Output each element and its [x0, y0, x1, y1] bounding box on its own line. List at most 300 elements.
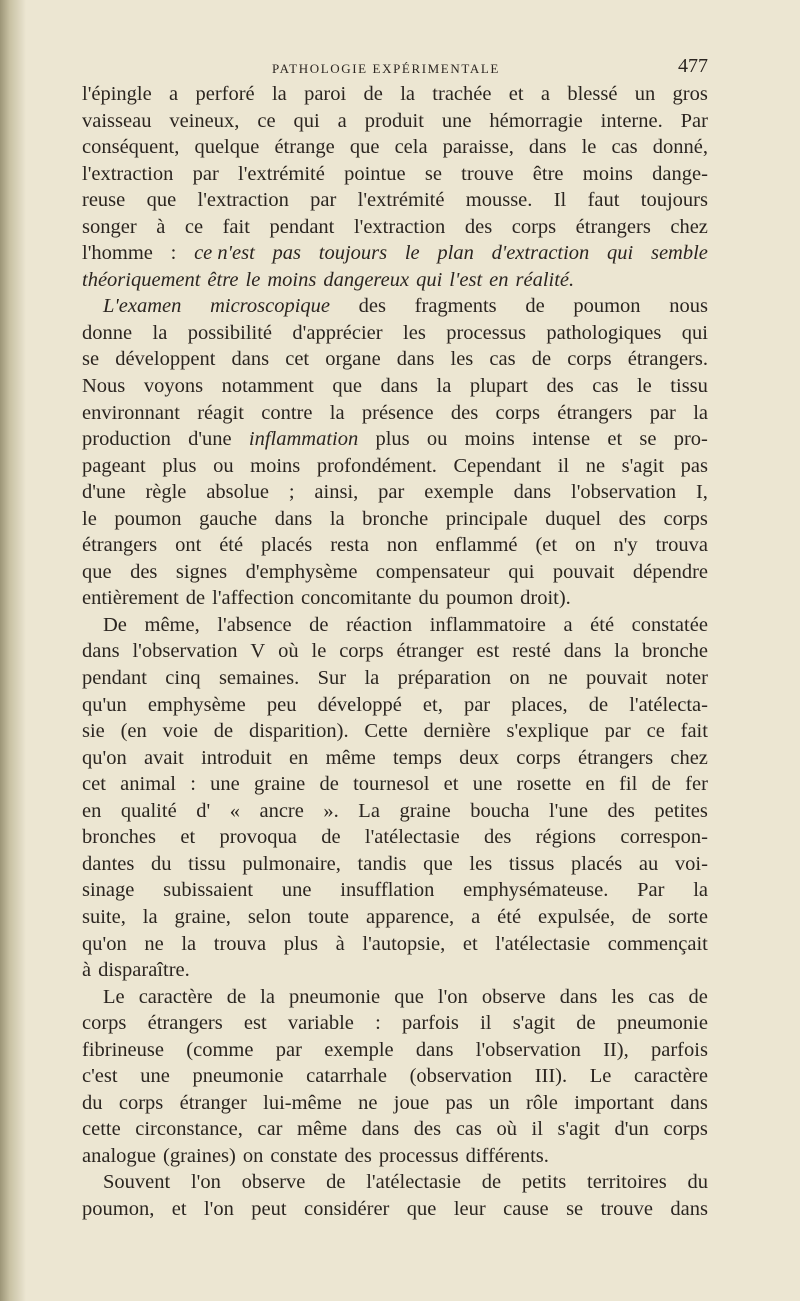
word: pouvait	[585, 667, 648, 690]
word: poumon,	[82, 1197, 155, 1220]
text-line	[82, 692, 708, 719]
text-line	[82, 1090, 708, 1117]
word: où	[278, 640, 299, 663]
word: places,	[511, 693, 568, 716]
word: de	[576, 1012, 596, 1035]
word: I,	[695, 481, 708, 504]
word: caractère	[138, 985, 213, 1008]
word: un	[489, 1091, 510, 1114]
word: étrangers	[575, 215, 651, 238]
word: pro-	[673, 428, 708, 451]
word: dans	[396, 348, 435, 371]
word: le	[82, 507, 97, 530]
text-line	[82, 1196, 708, 1223]
word: dans	[274, 507, 313, 530]
word: ne	[585, 454, 606, 477]
word: corps	[339, 640, 384, 663]
word: corps	[495, 401, 540, 424]
word: ne	[144, 932, 164, 955]
word: interne.	[600, 109, 663, 132]
word: se	[566, 1197, 584, 1220]
word: même,	[144, 613, 200, 636]
word: V	[250, 640, 266, 663]
word: pneumonie	[289, 985, 381, 1008]
word: le	[581, 136, 597, 159]
word: de	[226, 985, 247, 1008]
text-line	[82, 479, 708, 506]
word: être	[532, 162, 564, 185]
word: à	[156, 215, 166, 238]
text-line	[82, 1169, 708, 1196]
running-head	[82, 0, 708, 80]
word: duquel	[545, 507, 602, 530]
word: plus	[162, 454, 197, 477]
word: qui	[607, 242, 634, 265]
word: corps	[82, 1012, 127, 1035]
word: une	[140, 1065, 170, 1088]
word: la	[364, 667, 380, 690]
word: Par	[637, 879, 665, 902]
word: développé	[317, 693, 402, 716]
text-line	[82, 400, 708, 427]
word: veineux,	[169, 109, 240, 132]
text-line	[82, 108, 708, 135]
word: la	[400, 83, 415, 105]
word: en	[82, 799, 102, 822]
word: que	[146, 189, 177, 212]
word: en	[585, 773, 605, 796]
word: on	[509, 667, 530, 690]
text-line	[82, 877, 708, 904]
word: des	[607, 799, 635, 822]
word: introduit	[201, 746, 272, 769]
text-line	[82, 453, 708, 480]
word: et,	[422, 693, 443, 716]
word: De	[103, 613, 127, 636]
body-text	[82, 81, 708, 1223]
word: vaisseau	[82, 109, 152, 132]
word: la	[329, 507, 345, 530]
word: entièrement	[82, 587, 179, 610]
word: compensateur	[375, 560, 490, 583]
word: bronche	[362, 507, 429, 530]
word: pas	[680, 454, 708, 477]
word: petits	[521, 1171, 567, 1194]
word: du	[151, 852, 172, 875]
word: parfois	[401, 1012, 459, 1035]
word: hémorragie	[489, 109, 583, 132]
word: étrange	[274, 136, 335, 159]
text-line	[82, 506, 708, 533]
word: plan	[437, 242, 474, 265]
word: les	[611, 985, 635, 1008]
text-line	[82, 240, 708, 267]
word: par	[649, 401, 676, 424]
word: produit	[364, 109, 424, 132]
word: la	[614, 640, 630, 663]
text-line	[82, 771, 708, 798]
word: notamment	[221, 375, 314, 398]
word: qui	[416, 268, 443, 291]
word: été	[590, 613, 615, 636]
word: ont	[175, 534, 202, 557]
word: considérer	[304, 1197, 390, 1220]
word: tissus	[508, 852, 555, 875]
word: reuse	[82, 189, 126, 212]
word: l'extraction	[197, 189, 289, 212]
word: tournesol	[353, 773, 430, 796]
word: que	[406, 1197, 437, 1220]
word: de	[213, 720, 234, 743]
word: l'on	[190, 1171, 221, 1194]
word: paroi	[304, 83, 347, 105]
word: la	[260, 985, 275, 1008]
word: le	[245, 268, 261, 291]
word: se	[82, 348, 100, 371]
word: le	[311, 640, 327, 663]
word: des	[344, 1144, 372, 1167]
word: catarrhale	[306, 1065, 387, 1088]
word: pendant	[82, 667, 147, 690]
word: variable	[287, 1012, 354, 1035]
word: cinq	[165, 667, 201, 690]
word: lui-même	[263, 1091, 342, 1114]
word: régions	[535, 826, 597, 849]
word: du	[687, 1171, 708, 1194]
word: d'	[196, 799, 211, 822]
word: Le	[589, 1065, 612, 1088]
word: ce	[257, 109, 276, 132]
text-line	[82, 1010, 708, 1037]
word: la	[436, 375, 452, 398]
word: donné,	[652, 136, 708, 159]
word: réagit	[197, 401, 244, 424]
word: n'y	[613, 534, 638, 557]
word: contre	[261, 401, 313, 424]
text-line	[82, 161, 708, 188]
word: trouva	[655, 534, 708, 557]
word: processus	[446, 321, 526, 344]
word: ancre	[259, 799, 304, 822]
word: que	[394, 985, 424, 1008]
word: toujours	[640, 189, 708, 212]
word: (et	[535, 534, 558, 557]
text-line	[82, 373, 708, 400]
word: principale	[445, 507, 528, 530]
word: Le	[103, 985, 125, 1008]
word: caractère	[634, 1065, 708, 1088]
word: nous	[669, 295, 708, 318]
word: il	[557, 454, 570, 477]
word: fil	[619, 773, 638, 796]
word: cause	[503, 1197, 549, 1220]
word: :	[375, 1012, 381, 1035]
word: provoqua	[219, 826, 297, 849]
word: semble	[650, 242, 708, 265]
word: de	[651, 773, 671, 796]
word: pointue	[344, 162, 406, 185]
text-line	[82, 984, 708, 1011]
word: trouve	[600, 1197, 653, 1220]
word: (comme	[186, 1038, 254, 1061]
word: de	[326, 1171, 346, 1194]
word: II),	[603, 1038, 629, 1061]
word: et	[607, 428, 623, 451]
word: et	[180, 826, 196, 849]
word: dans	[380, 375, 419, 398]
word: pas	[272, 242, 302, 265]
text-line	[82, 745, 708, 772]
word: a	[169, 83, 179, 105]
word: concomitante	[301, 587, 412, 610]
word: que	[82, 560, 112, 583]
word: noter	[665, 667, 708, 690]
word: par	[275, 1038, 302, 1061]
word: exemple	[424, 481, 494, 504]
text-line	[82, 346, 708, 373]
word: dangereux	[323, 268, 410, 291]
word: blessé	[567, 83, 618, 105]
word: que	[349, 136, 380, 159]
word: bronches	[82, 826, 157, 849]
word: dans	[231, 348, 270, 371]
page-number: 477	[678, 55, 708, 77]
word: pathologiques	[546, 321, 662, 344]
word: insufflation	[340, 879, 435, 902]
word: trouve	[461, 162, 514, 185]
word: moins	[464, 428, 515, 451]
word: inflammation	[248, 428, 359, 451]
word: s'agit	[621, 454, 665, 477]
word: des	[546, 375, 574, 398]
word: dans	[670, 1091, 708, 1114]
word: l'absence	[217, 613, 292, 636]
word: dans	[513, 481, 552, 504]
word: plupart	[469, 375, 528, 398]
word: à	[82, 959, 92, 982]
word: possibilité	[187, 321, 273, 344]
text-line	[82, 134, 708, 161]
word: qui	[293, 109, 320, 132]
word: absolue	[206, 481, 269, 504]
word: dans	[82, 640, 120, 663]
word: resté	[512, 640, 551, 663]
word: qu'on	[82, 932, 127, 955]
word: des	[358, 295, 386, 318]
word: la	[181, 932, 197, 955]
word: étranger	[179, 1091, 247, 1114]
word: règle	[145, 481, 187, 504]
word: où	[496, 1118, 517, 1141]
word: constate	[270, 1144, 338, 1167]
word: gros	[672, 83, 708, 105]
word: joue	[393, 1091, 430, 1114]
word: a	[337, 109, 347, 132]
text-line	[82, 320, 708, 347]
word: l'homme	[82, 242, 153, 265]
word: l'épingle	[82, 83, 152, 105]
word: par	[192, 162, 219, 185]
word: l'extrémité	[238, 162, 325, 185]
word: boucha	[470, 799, 530, 822]
word: dernière	[423, 720, 491, 743]
word: l'on	[203, 1197, 234, 1220]
word: de	[688, 985, 708, 1008]
word: les	[450, 348, 474, 371]
word: analogue	[82, 1144, 156, 1167]
word: Cependant	[453, 454, 542, 477]
word: sie	[82, 720, 105, 743]
word: l'atélectasie	[364, 826, 460, 849]
word: parfois	[651, 1038, 708, 1061]
word: ou	[426, 428, 448, 451]
word: de	[531, 348, 552, 371]
word: par	[463, 693, 491, 716]
word: pulmonaire,	[242, 852, 341, 875]
word: ainsi,	[314, 481, 359, 504]
word: enflammé	[435, 534, 518, 557]
word: poumon	[114, 507, 182, 530]
word: dans	[563, 640, 602, 663]
word: des	[413, 1118, 442, 1141]
word: paraisse,	[442, 136, 514, 159]
word: ne	[358, 1091, 378, 1114]
word: voyons	[143, 375, 204, 398]
word: de	[481, 1171, 502, 1194]
text-line	[82, 559, 708, 586]
word: dans	[361, 1118, 400, 1141]
text-line	[82, 81, 708, 108]
word: la	[329, 401, 345, 424]
word: se	[424, 162, 442, 185]
word: les	[403, 321, 426, 344]
word: des	[450, 401, 479, 424]
word: l'observation	[132, 640, 238, 663]
word: toujours	[318, 242, 388, 265]
word: pendant	[269, 215, 335, 238]
text-line	[82, 718, 708, 745]
word: toute	[308, 905, 350, 928]
word: signes	[175, 560, 228, 583]
word: et	[171, 1197, 187, 1220]
word: songer	[82, 215, 137, 238]
word: ou	[213, 454, 234, 477]
word: est	[476, 640, 500, 663]
word: a	[563, 613, 573, 636]
word: graine	[254, 773, 306, 796]
word: dans	[415, 1038, 454, 1061]
word: sinage	[82, 879, 135, 902]
word: corps	[118, 1091, 164, 1114]
word: l'observation	[571, 481, 677, 504]
word: suite,	[82, 905, 126, 928]
word: rosette	[516, 773, 572, 796]
word: cas	[611, 136, 638, 159]
word: corps	[663, 1118, 708, 1141]
text-line	[82, 1143, 708, 1170]
word: cela	[394, 136, 428, 159]
word: la	[142, 905, 158, 928]
word: été	[497, 905, 522, 928]
word: l'on	[437, 985, 468, 1008]
word: leur	[453, 1197, 486, 1220]
word: même	[325, 746, 376, 769]
word: bronche	[641, 640, 708, 663]
word: d'apprécier	[292, 321, 383, 344]
word: ce	[646, 720, 665, 743]
word: de	[525, 295, 545, 318]
word: étrangers	[82, 534, 158, 557]
word: fait	[222, 215, 250, 238]
word: poumon	[573, 295, 641, 318]
word: des	[464, 215, 493, 238]
word: poumon	[445, 587, 514, 610]
word: rôle	[525, 1091, 558, 1114]
word: a	[540, 83, 550, 105]
text-line	[82, 851, 708, 878]
word: trachée	[432, 83, 492, 105]
word: tissu	[188, 852, 226, 875]
word: développent	[115, 348, 216, 371]
word: moins	[250, 454, 301, 477]
word: étrangers.	[627, 348, 708, 371]
word: mousse.	[465, 189, 533, 212]
word: non	[386, 534, 418, 557]
word: l'extraction	[82, 162, 174, 185]
word: perforé	[195, 83, 255, 105]
word: le	[404, 242, 420, 265]
word: graine,	[174, 905, 231, 928]
word: se	[639, 428, 657, 451]
word: placés	[261, 534, 313, 557]
word: corps	[516, 746, 561, 769]
word: différents.	[465, 1144, 549, 1167]
word: dantes	[82, 852, 135, 875]
word: dans	[559, 985, 598, 1008]
word: étrangers	[147, 1012, 223, 1035]
word: on	[575, 534, 596, 557]
word: sorte	[668, 905, 708, 928]
word: pas	[445, 1091, 473, 1114]
word: processus	[378, 1144, 459, 1167]
word: L'examen	[103, 295, 182, 318]
word: de	[363, 83, 383, 105]
text-line	[82, 957, 708, 984]
word: tandis	[357, 852, 407, 875]
text-line	[82, 214, 708, 241]
text-line	[82, 426, 708, 453]
word: donne	[82, 321, 133, 344]
text-line	[82, 1037, 708, 1064]
word: des	[618, 507, 646, 530]
word: une	[210, 773, 240, 796]
word: l'extrémité	[357, 189, 445, 212]
word: des	[484, 826, 512, 849]
word: une	[441, 109, 472, 132]
word: Il	[553, 189, 567, 212]
word: étrangers	[557, 401, 633, 424]
word: il	[480, 1012, 492, 1035]
word: cet	[285, 348, 310, 371]
text-line	[82, 824, 708, 851]
book-page	[82, 0, 708, 1220]
word: observe	[241, 1171, 306, 1194]
word: selon	[247, 905, 292, 928]
word: l'affection	[212, 587, 294, 610]
word: corps	[663, 507, 708, 530]
word: commençait	[607, 932, 708, 955]
word: car	[257, 1118, 283, 1141]
